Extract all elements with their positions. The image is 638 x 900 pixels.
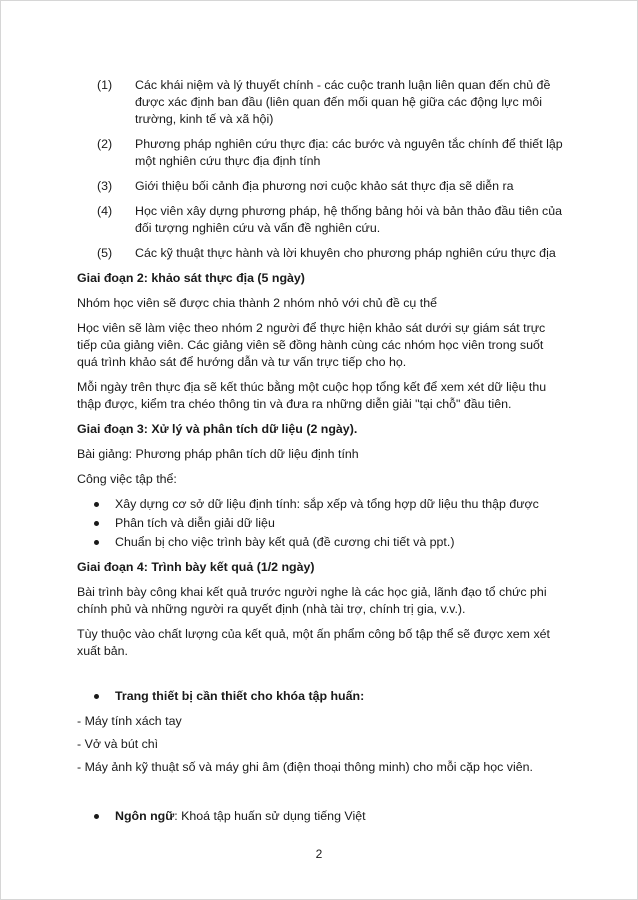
item-text: Phương pháp nghiên cứu thực địa: các bước và nguyên tắc chính để thiết lập một nghiên cứu thực địa định tính — [135, 137, 563, 168]
phase2-paragraph-1: Nhóm học viên sẽ được chia thành 2 nhóm nhỏ với chủ đề cụ thể — [77, 296, 437, 310]
equipment-heading-text: Trang thiết bị cần thiết cho khóa tập huấn: — [115, 689, 365, 703]
phase4-paragraph-2: Tùy thuộc vào chất lượng của kết quả, một ấn phẩm công bố tập thể sẽ được xem xét xuất bản. — [77, 627, 550, 658]
bullet-icon — [94, 521, 99, 526]
language-note — [77, 808, 563, 825]
phase3-bullet-list — [77, 496, 563, 551]
phase4-heading: Giai đoạn 4: Trình bày kết quả (1/2 ngày) — [77, 560, 315, 574]
numbered-list — [77, 77, 563, 262]
bullet-icon — [94, 502, 99, 507]
equipment-item-1: - Máy tính xách tay — [77, 714, 182, 728]
item-text: Học viên xây dựng phương pháp, hệ thống bảng hỏi và bản thảo đầu tiên của đối tượng nghiên cứu và vấn đề nghiên cứu. — [135, 204, 563, 235]
phase4-paragraph-1: Bài trình bày công khai kết quả trước người nghe là các học giả, lãnh đạo tổ chức phi chính phủ và những người ra quyết định (nhà tài trợ, chính trị gia, v.v.). — [77, 585, 547, 616]
item-text: Các kỹ thuật thực hành và lời khuyên cho phương pháp nghiên cứu thực địa — [135, 246, 556, 260]
list-item — [77, 534, 563, 551]
list-item — [77, 515, 563, 532]
bullet-icon — [94, 814, 99, 819]
equipment-item-3: - Máy ảnh kỹ thuật số và máy ghi âm (điện thoại thông minh) cho mỗi cặp học viên. — [77, 760, 533, 774]
item-text: Các khái niệm và lý thuyết chính - các cuộc tranh luận liên quan đến chủ đề được xác định ban đầu (liên quan đến mối quan hệ giữa các động lực môi trường, kinh tế và xã hội) — [135, 78, 551, 126]
item-number: (3) — [97, 179, 113, 193]
equipment-item-2: - Vở và bút chì — [77, 737, 159, 751]
item-text: Giới thiệu bối cảnh địa phương nơi cuộc khảo sát thực địa sẽ diễn ra — [135, 179, 514, 193]
equipment-heading — [77, 688, 563, 705]
item-number: (1) — [97, 78, 113, 92]
list-item — [77, 496, 563, 513]
phase3-heading: Giai đoạn 3: Xử lý và phân tích dữ liệu (2 ngày). — [77, 422, 358, 436]
language-label: Ngôn ngữ — [115, 809, 175, 823]
list-item-text: Phân tích và diễn giải dữ liệu — [115, 516, 275, 530]
numbered-item-4 — [97, 203, 563, 237]
bullet-icon — [94, 540, 99, 545]
numbered-item-3 — [97, 178, 563, 195]
numbered-item-5 — [97, 245, 563, 262]
item-number: (5) — [97, 246, 113, 260]
phase2-heading: Giai đoạn 2: khảo sát thực địa (5 ngày) — [77, 271, 305, 285]
phase2-paragraph-3: Mỗi ngày trên thực địa sẽ kết thúc bằng một cuộc họp tổng kết để xem xét dữ liệu thu thập được, kiểm tra chéo thông tin và đưa ra những diễn giải "tại chỗ" đầu tiên. — [77, 380, 547, 411]
page-number: 2 — [315, 847, 323, 861]
list-item-text: Xây dựng cơ sở dữ liệu định tính: sắp xếp và tổng hợp dữ liệu thu thập được — [115, 497, 539, 511]
phase3-work-label: Công việc tập thể: — [77, 472, 177, 486]
language-text: : Khoá tập huấn sử dụng tiếng Việt — [174, 809, 366, 823]
bullet-icon — [94, 694, 99, 699]
phase3-lecture: Bài giảng: Phương pháp phân tích dữ liệu định tính — [77, 447, 359, 461]
page-content — [77, 77, 563, 825]
item-number: (4) — [97, 204, 113, 218]
item-number: (2) — [97, 137, 113, 151]
numbered-item-1 — [97, 77, 563, 128]
list-item-text: Chuẩn bị cho việc trình bày kết quả (đề cương chi tiết và ppt.) — [115, 535, 455, 549]
phase2-paragraph-2: Học viên sẽ làm việc theo nhóm 2 người để thực hiện khảo sát dưới sự giám sát trực tiếp của giảng viên. Các giảng viên sẽ đồng hành cùng các nhóm học viên trong suốt quá trình khảo sát để hướng dẫn và tư vấn trực tiếp cho họ. — [77, 321, 546, 369]
numbered-item-2 — [97, 136, 563, 170]
